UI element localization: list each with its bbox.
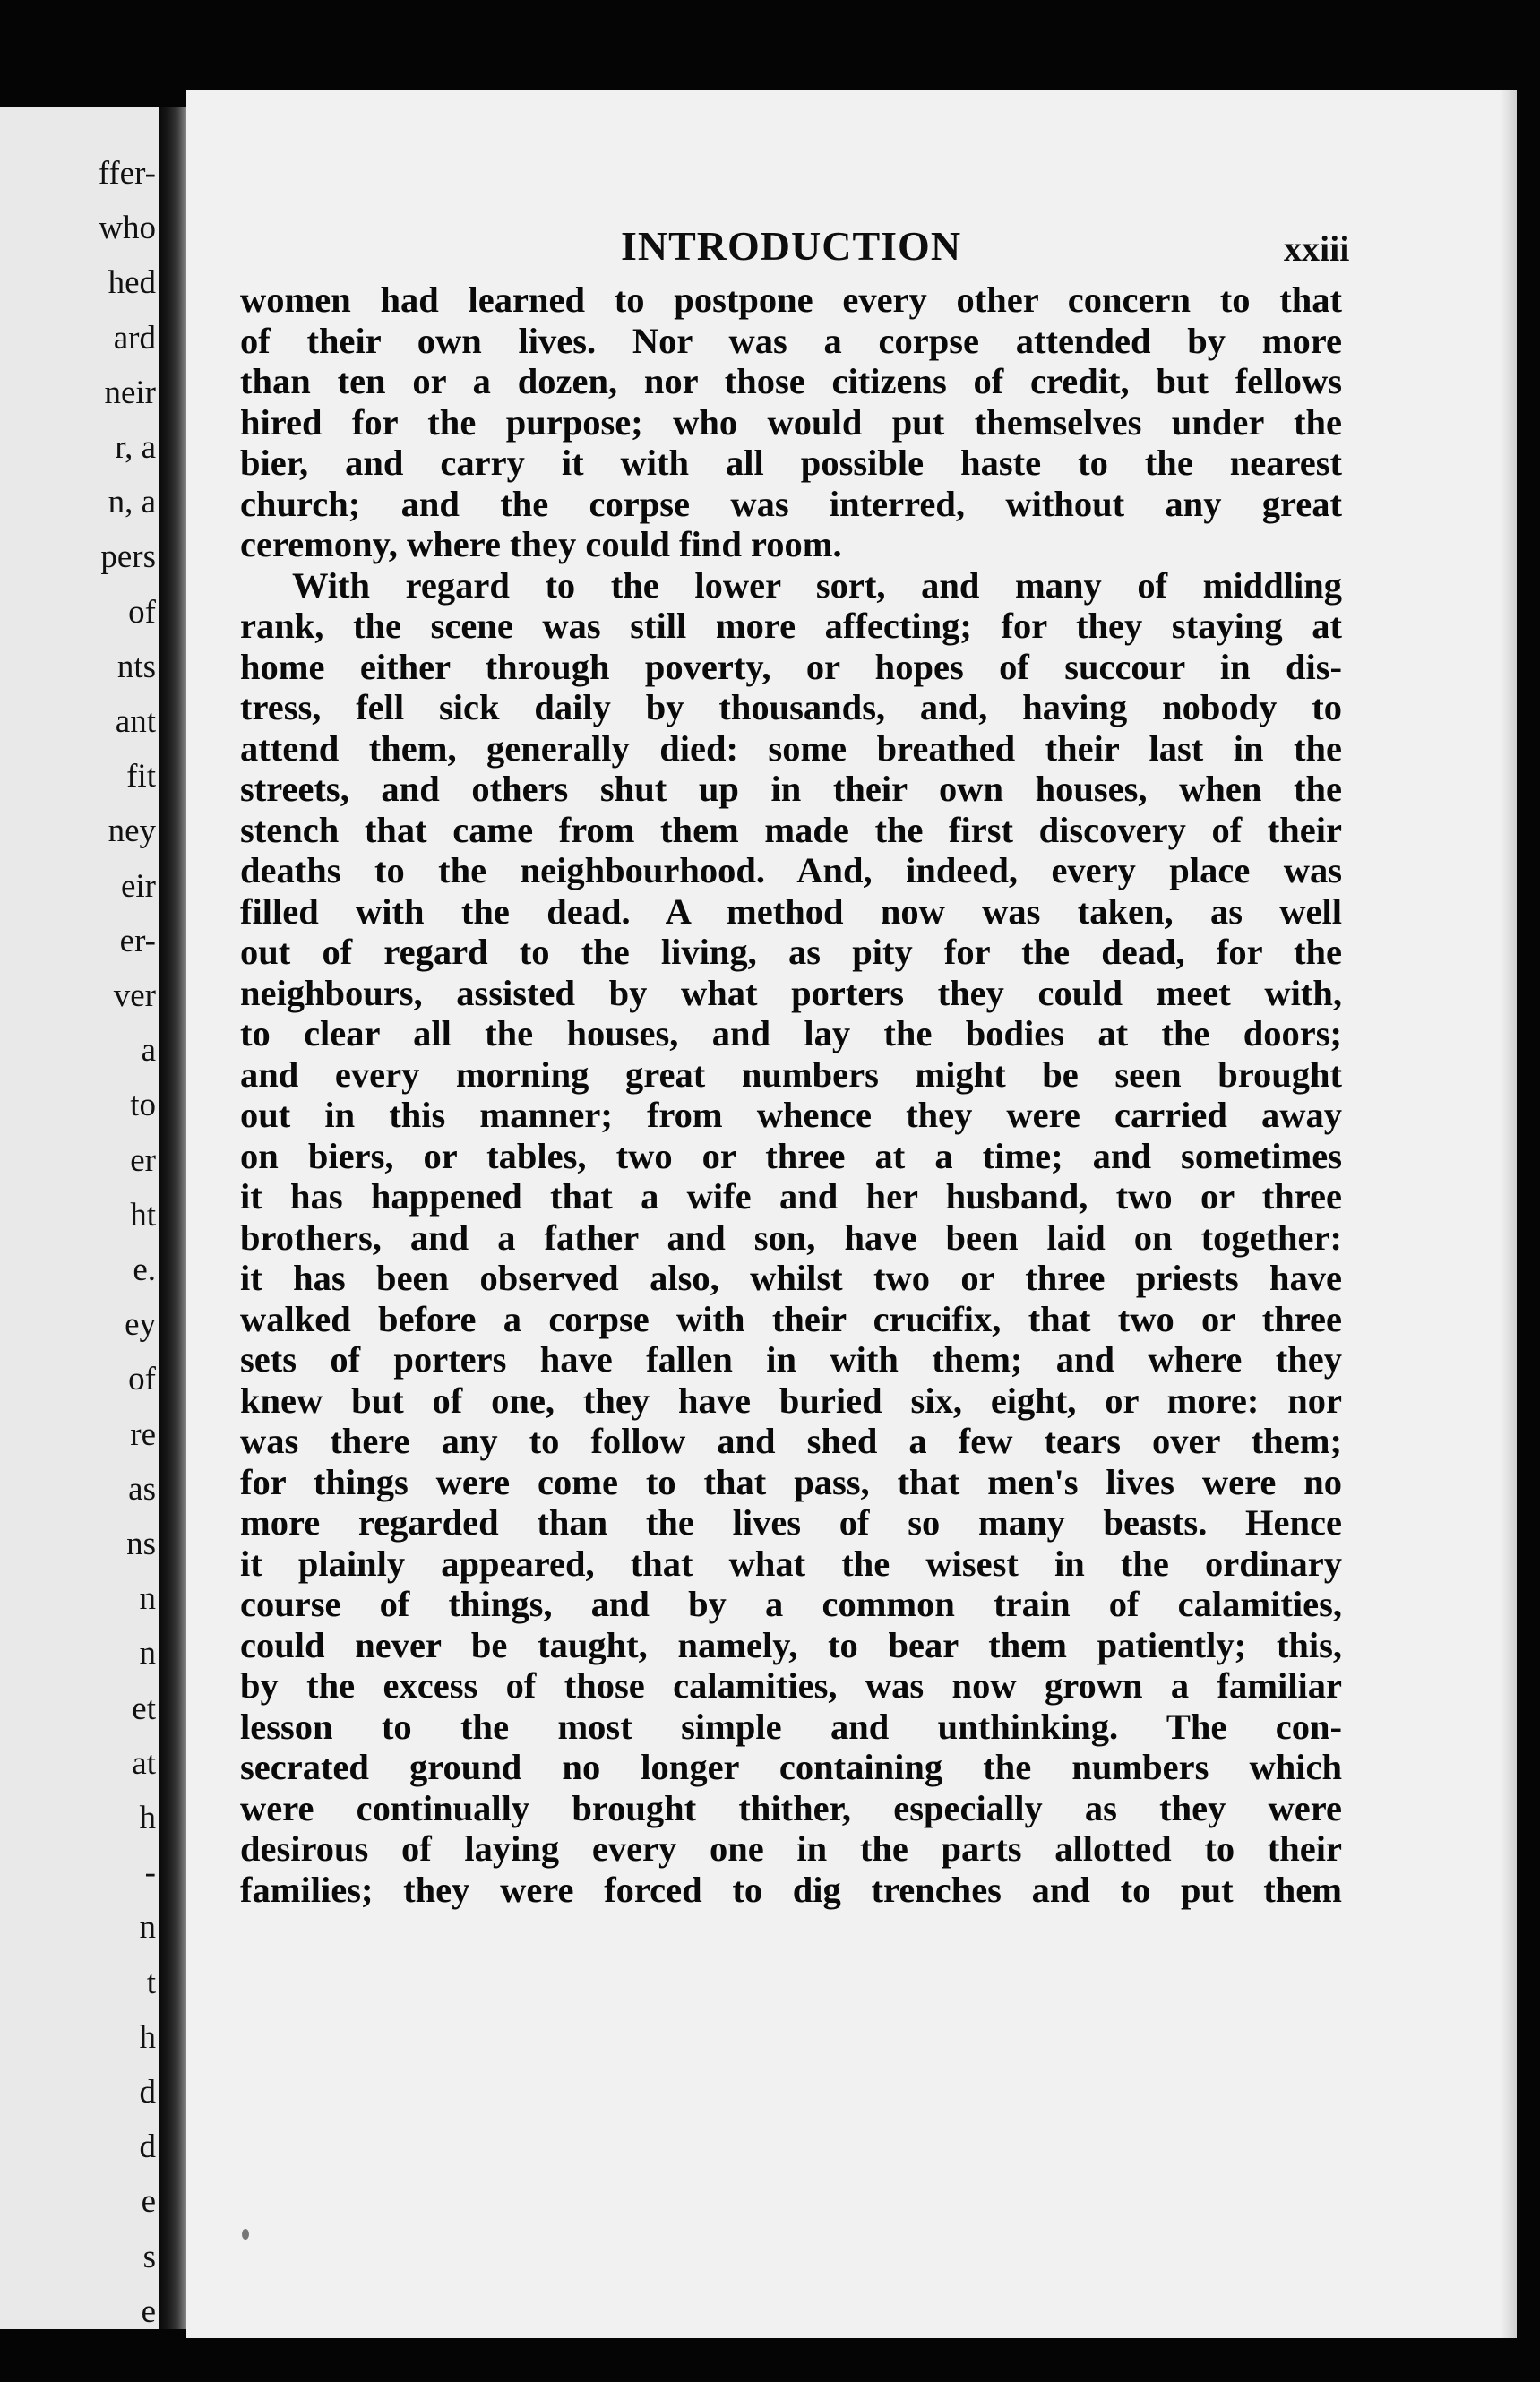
facing-page-fragment: e	[141, 2292, 156, 2329]
facing-page-fragment: at	[132, 1744, 156, 1782]
text-line: lesson to the most simple and unthinking. The con-	[240, 1706, 1342, 1747]
facing-page-fragment: as	[128, 1470, 156, 1508]
text-line: could never be taught, namely, to bear them patiently; this,	[240, 1624, 1342, 1665]
book-gutter	[159, 107, 186, 2329]
text-line: more regarded than the lives of so many beasts. Hence	[240, 1502, 1342, 1543]
facing-page-fragment: of	[128, 1361, 156, 1398]
text-line: stench that came from them made the first discovery of their	[240, 809, 1342, 850]
text-line: of their own lives. Nor was a corpse attended by more	[240, 320, 1342, 361]
facing-page-fragment: hed	[108, 264, 156, 302]
text-line: rank, the scene was still more affecting; for they staying at	[240, 606, 1342, 646]
running-head: INTRODUCTION	[621, 223, 962, 269]
text-line: ceremony, where they could find room.	[240, 524, 842, 564]
text-line: home either through poverty, or hopes of succour in dis-	[240, 646, 1342, 687]
text-line: With regard to the lower sort, and many of middling	[292, 564, 1342, 606]
facing-page-fragment: ant	[115, 703, 156, 740]
text-line: bier, and carry it with all possible haste to the nearest	[240, 443, 1342, 483]
text-line: and every morning great numbers might be seen brought	[240, 1053, 1342, 1095]
facing-page-fragment: ey	[125, 1306, 156, 1344]
facing-page-fragment: re	[130, 1415, 156, 1453]
text-line: deaths to the neighbourhood. And, indeed, every place was	[240, 850, 1342, 890]
body-text	[240, 279, 1342, 1910]
facing-page-fragment: nts	[116, 648, 156, 685]
facing-page-fragment: who	[99, 210, 156, 247]
text-line: hired for the purpose; who would put themselves under the	[240, 401, 1342, 443]
text-line: than ten or a dozen, nor those citizens of credit, but fellows	[240, 361, 1342, 401]
facing-page-fragment: er-	[119, 922, 156, 959]
facing-page	[0, 107, 159, 2329]
facing-page-fragment: ney	[108, 813, 156, 850]
text-line: walked before a corpse with their crucifix, that two or three	[240, 1298, 1342, 1339]
facing-page-fragment: e.	[133, 1251, 156, 1288]
text-line: knew but of one, they have buried six, eight, or more: nor	[240, 1380, 1342, 1421]
facing-page-fragment: r, a	[115, 429, 156, 466]
text-line: on biers, or tables, two or three at a time; and sometimes	[240, 1135, 1342, 1176]
facing-page-fragment: a	[141, 1032, 156, 1070]
text-line: streets, and others shut up in their own houses, when the	[240, 769, 1342, 809]
print-mark	[242, 2229, 249, 2240]
text-line: filled with the dead. A method now was taken, as well	[240, 890, 1342, 932]
text-line: by the excess of those calamities, was now grown a familiar	[240, 1665, 1342, 1706]
facing-page-fragment: n	[139, 1635, 156, 1673]
facing-page-fragment: h	[139, 1800, 156, 1836]
facing-page-fragment: eir	[120, 867, 156, 905]
book-page	[186, 90, 1517, 2338]
text-line: it plainly appeared, that what the wisest in the ordinary	[240, 1543, 1342, 1584]
facing-page-fragment: er	[130, 1141, 156, 1179]
facing-page-fragment: neir	[104, 374, 156, 411]
page-header	[186, 222, 1517, 276]
page-number: xxiii	[1284, 228, 1350, 269]
text-line: sets of porters have fallen in with them; and where they	[240, 1339, 1342, 1380]
text-line: secrated ground no longer containing the numbers which	[240, 1747, 1342, 1787]
facing-page-fragment: t	[146, 1964, 156, 2001]
text-line: for things were come to that pass, that men's lives were no	[240, 1461, 1342, 1502]
facing-page-fragment: -	[144, 1854, 156, 1892]
text-line: were continually brought thither, especially as they were	[240, 1787, 1342, 1828]
text-line: tress, fell sick daily by thousands, and, having nobody to	[240, 687, 1342, 727]
facing-page-fragment: ht	[130, 1196, 156, 1234]
text-line: was there any to follow and shed a few tears over them;	[240, 1421, 1342, 1461]
facing-page-fragment: to	[130, 1087, 156, 1124]
text-line: to clear all the houses, and lay the bodies at the doors;	[240, 1013, 1342, 1053]
text-line: neighbours, assisted by what porters they could meet with,	[240, 972, 1342, 1013]
facing-page-fragment: s	[142, 2238, 156, 2275]
text-line: brothers, and a father and son, have been laid on together:	[240, 1217, 1342, 1258]
facing-page-fragment: e	[141, 2183, 156, 2221]
facing-page-fragment: pers	[100, 538, 156, 576]
facing-page-fragment: d	[139, 2128, 156, 2166]
facing-page-fragment: ffer-	[98, 155, 156, 192]
facing-page-fragment: of	[128, 593, 156, 631]
text-line: attend them, generally died: some breathed their last in the	[240, 727, 1342, 769]
facing-page-fragment: ns	[126, 1526, 156, 1562]
facing-page-fragment: n	[139, 1909, 156, 1947]
text-line: church; and the corpse was interred, without any great	[240, 483, 1342, 524]
text-line: desirous of laying every one in the parts allotted to their	[240, 1828, 1342, 1869]
text-line: it has happened that a wife and her husband, two or three	[240, 1176, 1342, 1217]
facing-page-fragment: h	[139, 2018, 156, 2056]
text-line: course of things, and by a common train of calamities,	[240, 1584, 1342, 1624]
text-line: out in this manner; from whence they were carried away	[240, 1095, 1342, 1135]
facing-page-fragment: d	[139, 2074, 156, 2111]
facing-page-fragment: et	[132, 1690, 156, 1727]
text-line: out of regard to the living, as pity for the dead, for the	[240, 932, 1342, 972]
facing-page-fragment: ver	[113, 977, 156, 1014]
text-line: it has been observed also, whilst two or three priests have	[240, 1258, 1342, 1298]
facing-page-fragment: ard	[113, 319, 156, 357]
text-line: families; they were forced to dig trenches and to put them	[240, 1869, 1342, 1910]
facing-page-fragment: fit	[126, 758, 156, 795]
facing-page-fragment: n	[139, 1580, 156, 1618]
text-line: women had learned to postpone every other concern to that	[240, 279, 1342, 320]
facing-page-fragment: n, a	[108, 484, 156, 521]
